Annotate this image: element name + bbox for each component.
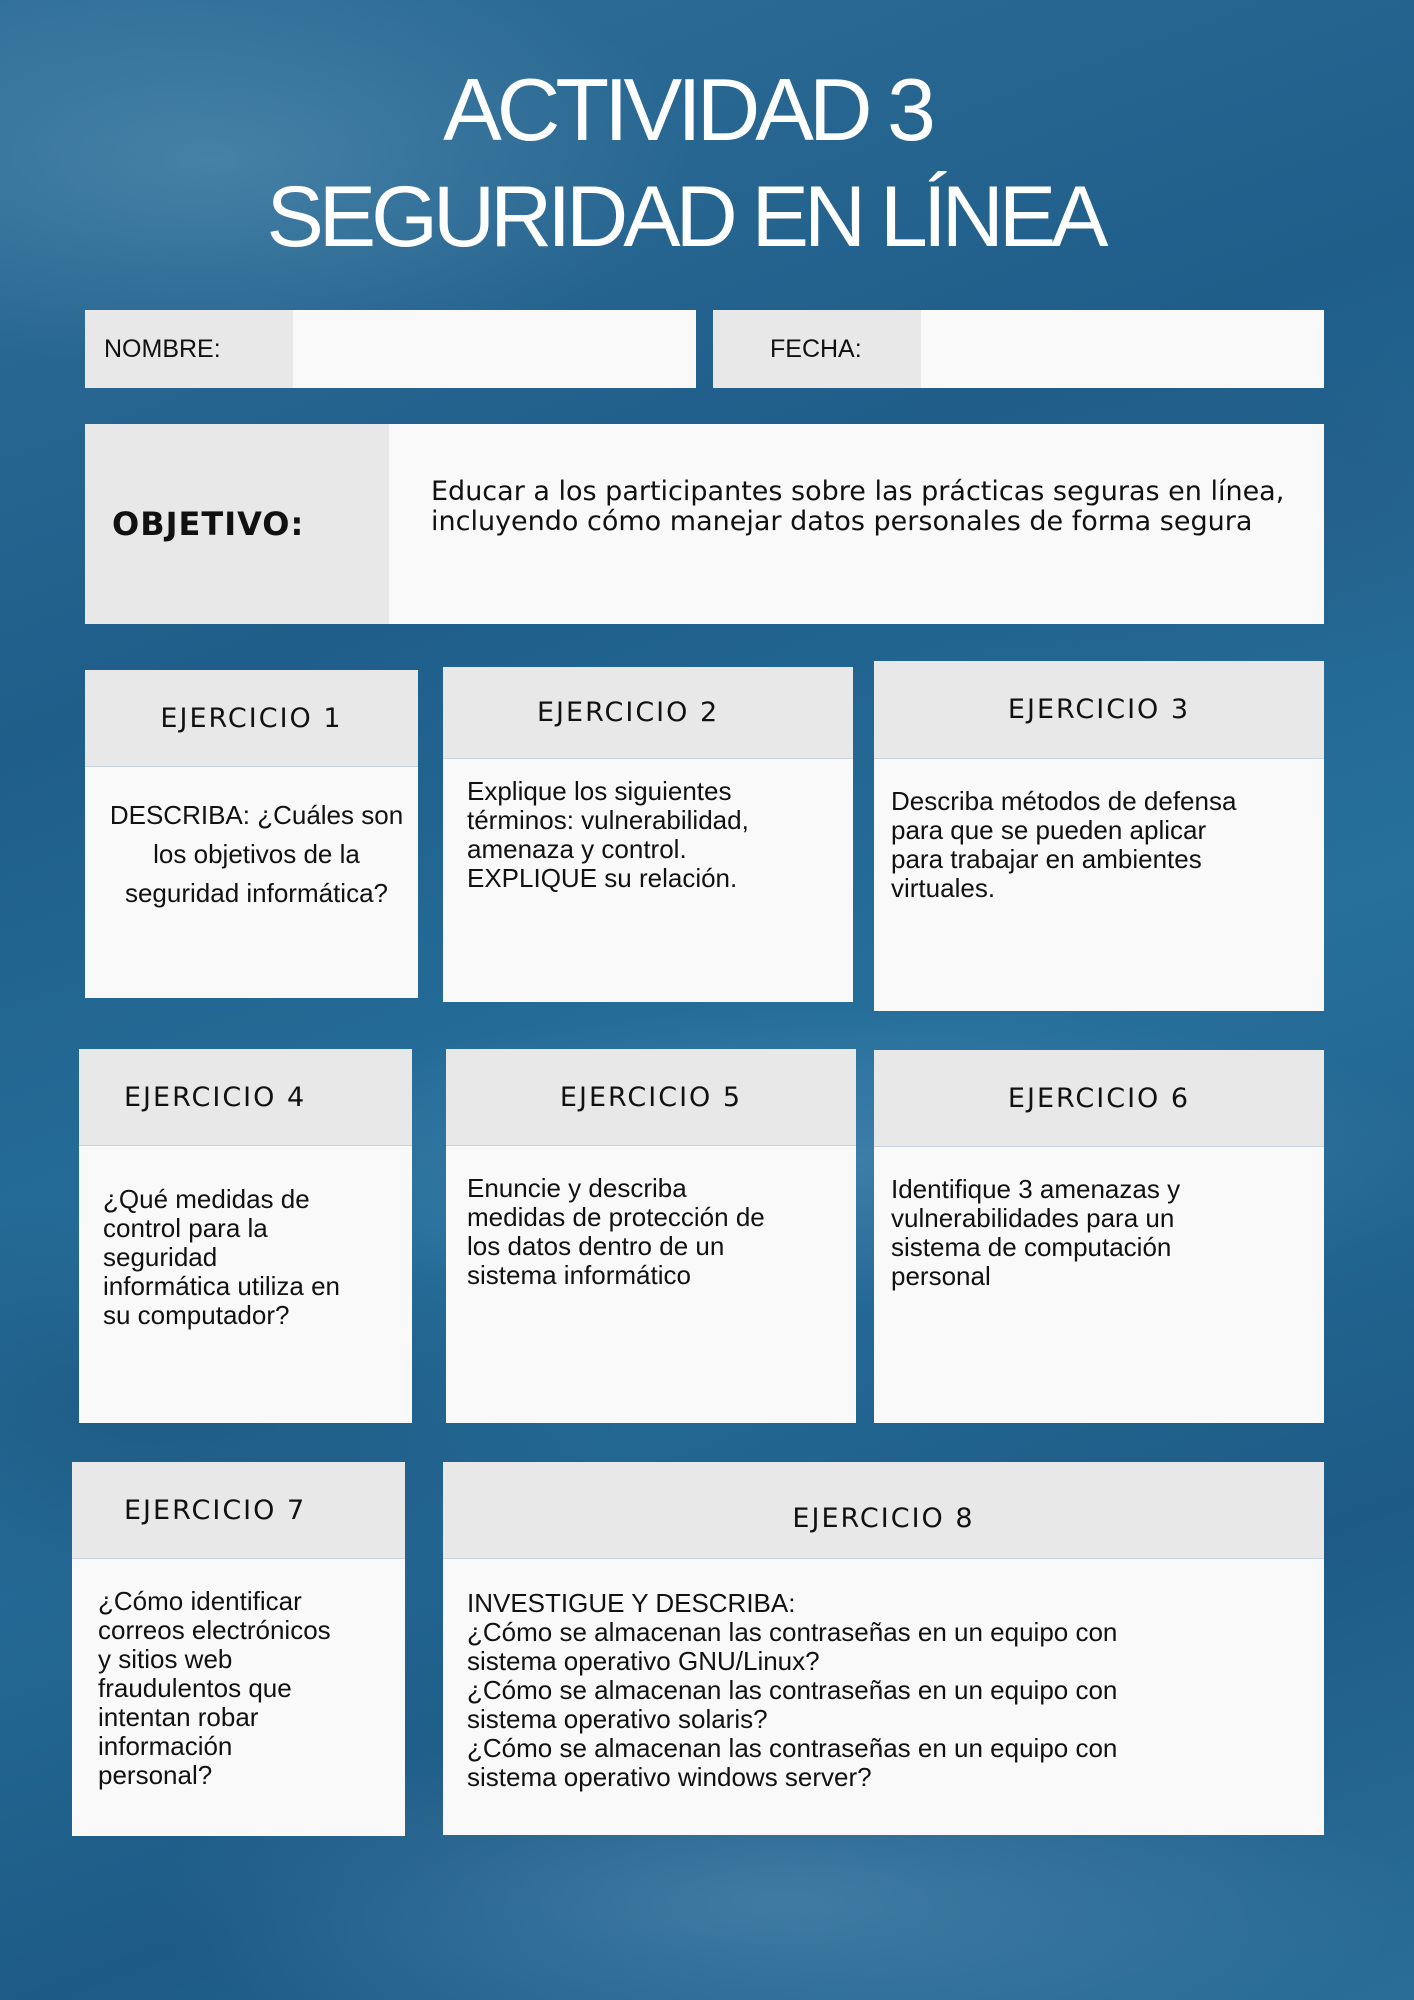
exercise-card-4 bbox=[79, 1049, 412, 1423]
exercise-card-7 bbox=[72, 1462, 405, 1836]
exercise-2-title: EJERCICIO 2 bbox=[443, 667, 853, 759]
objective-text: Educar a los participantes sobre las prácticas seguras en línea, incluyendo cómo manejar datos personales de forma segura bbox=[389, 424, 1324, 624]
exercise-3-title: EJERCICIO 3 bbox=[874, 661, 1324, 759]
exercise-4-text: ¿Qué medidas de control para la seguridad informática utiliza en su computador? bbox=[79, 1146, 412, 1423]
exercise-7-text: ¿Cómo identificar correos electrónicos y sitios web fraudulentos que intentan robar información personal? bbox=[72, 1559, 405, 1836]
exercise-1-title: EJERCICIO 1 bbox=[85, 670, 418, 767]
exercise-card-1 bbox=[85, 670, 418, 998]
exercise-6-title: EJERCICIO 6 bbox=[874, 1050, 1324, 1147]
exercise-card-3 bbox=[874, 661, 1324, 1011]
exercise-card-2 bbox=[443, 667, 853, 1002]
exercise-6-text: Identifique 3 amenazas y vulnerabilidades para un sistema de computación personal bbox=[874, 1147, 1324, 1423]
name-label: NOMBRE: bbox=[85, 310, 293, 388]
objective-label: OBJETIVO: bbox=[85, 424, 389, 624]
exercise-7-title: EJERCICIO 7 bbox=[72, 1462, 405, 1559]
exercise-card-6 bbox=[874, 1050, 1324, 1423]
date-field[interactable] bbox=[921, 310, 1324, 388]
date-label: FECHA: bbox=[713, 310, 921, 388]
exercise-card-8 bbox=[443, 1462, 1324, 1835]
exercise-card-5 bbox=[446, 1049, 856, 1423]
exercise-4-title: EJERCICIO 4 bbox=[79, 1049, 412, 1146]
exercise-8-text: INVESTIGUE Y DESCRIBA: ¿Cómo se almacenan las contraseñas en un equipo con sistema operativo GNU/Linux? ¿Cómo se almacenan las contraseñas en un equipo con sistema operativo solaris? ¿Cómo se almacenan las contraseñas en un equipo con sistema operativo windows server? bbox=[443, 1559, 1324, 1835]
page-title: ACTIVIDAD 3 bbox=[443, 60, 931, 159]
name-field[interactable] bbox=[293, 310, 696, 388]
exercise-5-text: Enuncie y describa medidas de protección de los datos dentro de un sistema informático bbox=[446, 1146, 856, 1423]
exercise-1-text: DESCRIBA: ¿Cuáles son los objetivos de la seguridad informática? bbox=[85, 767, 418, 998]
exercise-8-title: EJERCICIO 8 bbox=[443, 1462, 1324, 1559]
exercise-2-text: Explique los siguientes términos: vulnerabilidad, amenaza y control. EXPLIQUE su relación. bbox=[443, 759, 853, 1002]
exercise-3-text: Describa métodos de defensa para que se pueden aplicar para trabajar en ambientes virtuales. bbox=[874, 759, 1324, 1011]
exercise-5-title: EJERCICIO 5 bbox=[446, 1049, 856, 1146]
page-subtitle: SEGURIDAD EN LÍNEA bbox=[266, 169, 1104, 265]
